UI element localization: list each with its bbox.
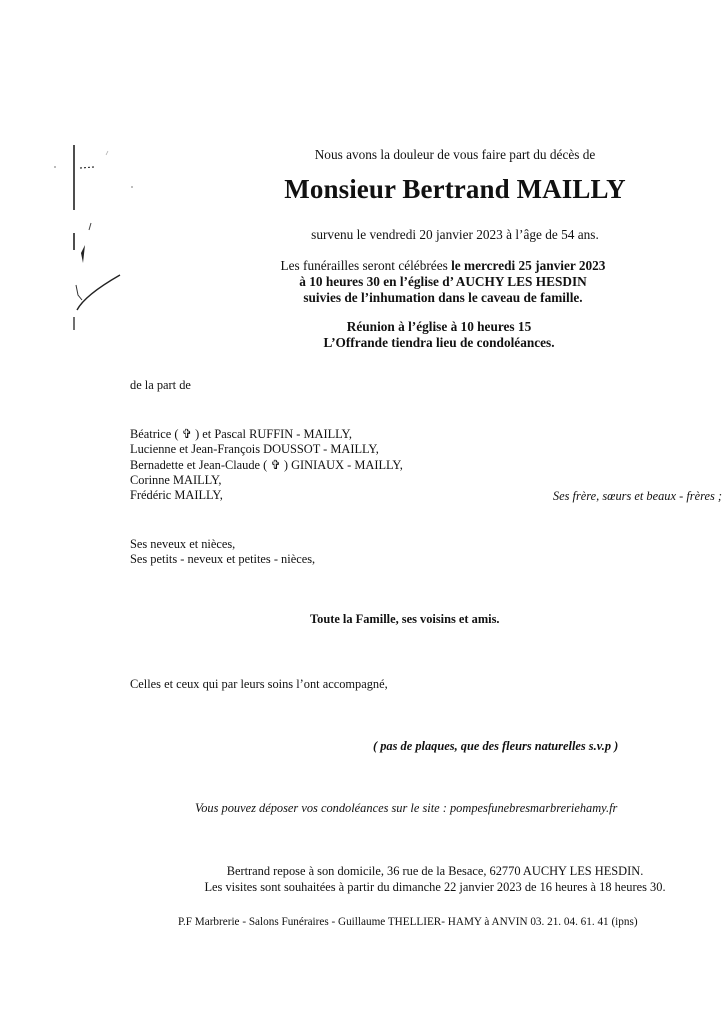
nephews-item: Ses petits - neveux et petites - nièces, [130, 552, 316, 567]
sibling-item: Corinne MAILLY, [130, 472, 222, 487]
funeral-home-footer: P.F Marbrerie - Salons Funéraires - Guillaume THELLIER- HAMY à ANVIN 03. 21. 04. 61. 41 (ipns) [178, 916, 638, 928]
sibling-item: Béatrice ( ✞ ) et Pascal RUFFIN - MAILLY, [130, 427, 352, 441]
intro-text: Nous avons la douleur de vous faire part du décès de [314, 147, 596, 162]
sibling-item: Bernadette et Jean-Claude ( ✞ ) GINIAUX - MAILLY, [130, 457, 403, 472]
offering-note: L’Offrande tiendra lieu de condoléances. [323, 335, 555, 351]
funeral-line-3: suivies de l’inhumation dans le caveau de famille. [303, 290, 583, 306]
death-date-text: survenu le vendredi 20 janvier 2023 à l’âge de 54 ans. [311, 227, 599, 242]
sibling-item: Frédéric MAILLY, [130, 488, 223, 503]
repose-address: Bertrand repose à son domicile, 36 rue de la Besace, 62770 AUCHY LES HESDIN. [226, 864, 644, 878]
deceased-name: Monsieur Bertrand MAILLY [284, 174, 626, 204]
nephews-item: Ses neveux et nièces, [130, 537, 236, 551]
meeting-time: Réunion à l’église à 10 heures 15 [346, 319, 532, 334]
funeral-block [0, 258, 725, 307]
condolences-note: Vous pouvez déposer vos condoléances sur le site : pompesfunebresmarbreriehamy.fr [195, 801, 618, 815]
funeral-line-1-prefix: Les funérailles seront célébrées [280, 258, 452, 273]
funeral-line-1 [0, 258, 725, 274]
whole-family: Toute la Famille, ses voisins et amis. [310, 612, 500, 626]
funeral-line-2: à 10 heures 30 en l’église d’ AUCHY LES HESDIN [299, 274, 587, 290]
visits-schedule: Les visites sont souhaitées à partir du dimanche 22 janvier 2023 de 16 heures à 18 heures 30. [204, 880, 666, 895]
siblings-role: Ses frère, sœurs et beaux - frères ; [552, 489, 722, 503]
repose-block [0, 863, 725, 895]
flowers-note: ( pas de plaques, que des fleurs naturelles s.v.p ) [373, 739, 619, 753]
sibling-item: Lucienne et Jean-François DOUSSOT - MAILLY, [130, 442, 379, 457]
from-label: de la part de [130, 378, 191, 392]
caregivers-text: Celles et ceux qui par leurs soins l’ont accompagné, [130, 677, 388, 691]
siblings-list [130, 427, 403, 503]
funeral-date: le mercredi 25 janvier 2023 [451, 258, 606, 273]
nephews-list [130, 537, 315, 568]
meeting-block [0, 319, 725, 351]
